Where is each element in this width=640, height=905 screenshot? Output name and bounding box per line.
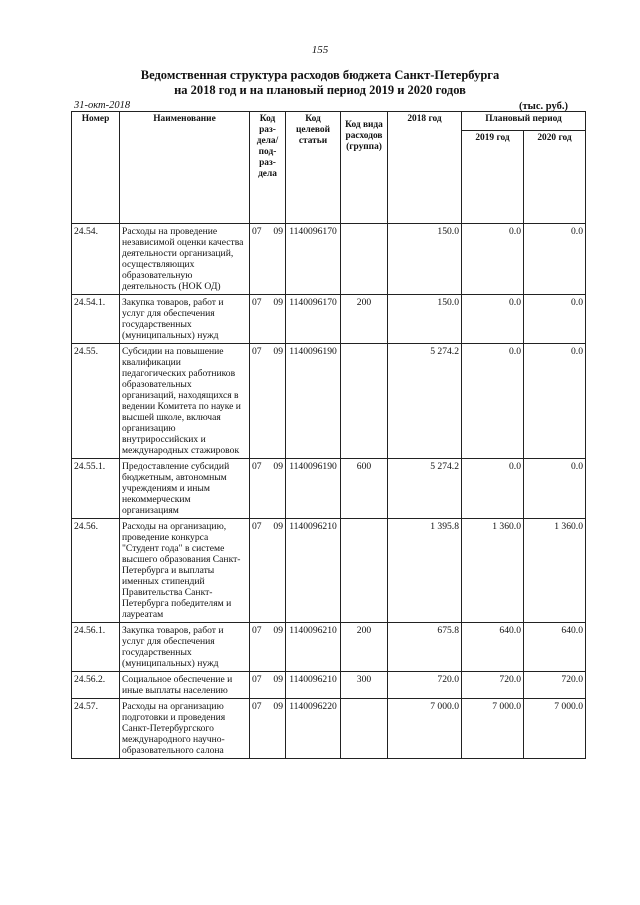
row-number: 24.57. xyxy=(72,699,120,759)
row-section-code xyxy=(250,344,286,459)
table-row xyxy=(72,623,586,672)
row-name: Расходы на организацию, проведение конкурса "Студент года" в системе высшего образования Санкт-Петербурга и выплаты именных стипендий Правительства Санкт-Петербурга победителям и лауреатам xyxy=(120,519,250,623)
row-amount-2019: 0.0 xyxy=(462,224,524,295)
row-amount-2018: 5 274.2 xyxy=(388,344,462,459)
table-row xyxy=(72,459,586,519)
row-name: Расходы на проведение независимой оценки качества деятельности организаций, осуществляющих образовательную деятельность (НОК ОД) xyxy=(120,224,250,295)
section-code: 07 xyxy=(252,346,262,357)
row-name: Расходы на организацию подготовки и проведения Санкт-Петербургского международного научно-образовательного салона xyxy=(120,699,250,759)
row-amount-2019: 720.0 xyxy=(462,672,524,699)
table-row xyxy=(72,699,586,759)
table-row xyxy=(72,672,586,699)
subsection-code: 09 xyxy=(273,625,283,636)
row-section-code xyxy=(250,295,286,344)
section-code: 07 xyxy=(252,701,262,712)
section-code: 07 xyxy=(252,674,262,685)
row-number: 24.54. xyxy=(72,224,120,295)
row-target-code: 1140096190 xyxy=(286,344,341,459)
row-amount-2018: 150.0 xyxy=(388,224,462,295)
row-amount-2018: 675.8 xyxy=(388,623,462,672)
row-amount-2018: 5 274.2 xyxy=(388,459,462,519)
row-target-code: 1140096190 xyxy=(286,459,341,519)
row-number: 24.55. xyxy=(72,344,120,459)
row-amount-2018: 150.0 xyxy=(388,295,462,344)
header-section-code: Код раз-дела/ под-раз-дела xyxy=(250,112,286,224)
row-section-code xyxy=(250,672,286,699)
row-section-code xyxy=(250,224,286,295)
header-year-2020: 2020 год xyxy=(524,131,586,224)
row-amount-2019: 0.0 xyxy=(462,295,524,344)
row-amount-2018: 7 000.0 xyxy=(388,699,462,759)
subsection-code: 09 xyxy=(273,461,283,472)
row-amount-2019: 1 360.0 xyxy=(462,519,524,623)
row-expense-type: 600 xyxy=(341,459,388,519)
row-amount-2019: 0.0 xyxy=(462,344,524,459)
row-amount-2018: 720.0 xyxy=(388,672,462,699)
subsection-code: 09 xyxy=(273,674,283,685)
row-expense-type xyxy=(341,344,388,459)
row-target-code: 1140096220 xyxy=(286,699,341,759)
subsection-code: 09 xyxy=(273,701,283,712)
section-code: 07 xyxy=(252,297,262,308)
row-number: 24.56.1. xyxy=(72,623,120,672)
row-amount-2020: 1 360.0 xyxy=(524,519,586,623)
row-name: Социальное обеспечение и иные выплаты населению xyxy=(120,672,250,699)
subsection-code: 09 xyxy=(273,521,283,532)
document-title xyxy=(0,68,640,98)
row-name: Предоставление субсидий бюджетным, автономным учреждениям и иным некоммерческим организациям xyxy=(120,459,250,519)
table-header xyxy=(72,112,586,224)
table-row xyxy=(72,519,586,623)
header-year-2019: 2019 год xyxy=(462,131,524,224)
row-section-code xyxy=(250,699,286,759)
row-section-code xyxy=(250,459,286,519)
subsection-code: 09 xyxy=(273,297,283,308)
row-amount-2019: 7 000.0 xyxy=(462,699,524,759)
row-expense-type xyxy=(341,224,388,295)
row-number: 24.56.2. xyxy=(72,672,120,699)
row-amount-2020: 640.0 xyxy=(524,623,586,672)
row-section-code xyxy=(250,519,286,623)
budget-table xyxy=(71,111,586,759)
row-number: 24.54.1. xyxy=(72,295,120,344)
section-code: 07 xyxy=(252,226,262,237)
header-name: Наименование xyxy=(120,112,250,224)
header-target-code: Код целевой статьи xyxy=(286,112,341,224)
row-name: Субсидии на повышение квалификации педагогических работников образовательных организаций, находящихся в ведении Комитета по науке и высшей школе, включая организацию внутрироссийских и международных стажировок xyxy=(120,344,250,459)
page-number: 155 xyxy=(311,44,329,56)
table-row xyxy=(72,295,586,344)
section-code: 07 xyxy=(252,521,262,532)
row-amount-2019: 640.0 xyxy=(462,623,524,672)
row-expense-type xyxy=(341,519,388,623)
row-expense-type: 200 xyxy=(341,295,388,344)
section-code: 07 xyxy=(252,625,262,636)
title-line-1: Ведомственная структура расходов бюджета Санкт-Петербурга xyxy=(140,68,500,82)
row-target-code: 1140096210 xyxy=(286,672,341,699)
row-amount-2020: 0.0 xyxy=(524,459,586,519)
header-planned-period: Плановый период xyxy=(462,112,586,131)
row-target-code: 1140096210 xyxy=(286,623,341,672)
row-name: Закупка товаров, работ и услуг для обеспечения государственных (муниципальных) нужд xyxy=(120,295,250,344)
table-row xyxy=(72,224,586,295)
row-number: 24.56. xyxy=(72,519,120,623)
table-body xyxy=(72,224,586,759)
units-label: (тыс. руб.) xyxy=(519,101,568,112)
header-year-2018: 2018 год xyxy=(388,112,462,224)
row-section-code xyxy=(250,623,286,672)
document-date: 31-окт-2018 xyxy=(74,100,131,111)
header-expense-type-code: Код вида расходов (группа) xyxy=(341,112,388,224)
row-expense-type xyxy=(341,699,388,759)
table-row xyxy=(72,344,586,459)
header-number: Номер xyxy=(72,112,120,224)
row-name: Закупка товаров, работ и услуг для обеспечения государственных (муниципальных) нужд xyxy=(120,623,250,672)
row-amount-2018: 1 395.8 xyxy=(388,519,462,623)
row-amount-2020: 0.0 xyxy=(524,344,586,459)
section-code: 07 xyxy=(252,461,262,472)
row-target-code: 1140096170 xyxy=(286,224,341,295)
row-number: 24.55.1. xyxy=(72,459,120,519)
row-target-code: 1140096210 xyxy=(286,519,341,623)
row-target-code: 1140096170 xyxy=(286,295,341,344)
subsection-code: 09 xyxy=(273,346,283,357)
row-amount-2020: 0.0 xyxy=(524,224,586,295)
subsection-code: 09 xyxy=(273,226,283,237)
title-line-2: на 2018 год и на плановый период 2019 и 2020 годов xyxy=(174,83,466,97)
row-amount-2020: 7 000.0 xyxy=(524,699,586,759)
row-amount-2020: 0.0 xyxy=(524,295,586,344)
row-amount-2019: 0.0 xyxy=(462,459,524,519)
row-expense-type: 300 xyxy=(341,672,388,699)
row-amount-2020: 720.0 xyxy=(524,672,586,699)
row-expense-type: 200 xyxy=(341,623,388,672)
